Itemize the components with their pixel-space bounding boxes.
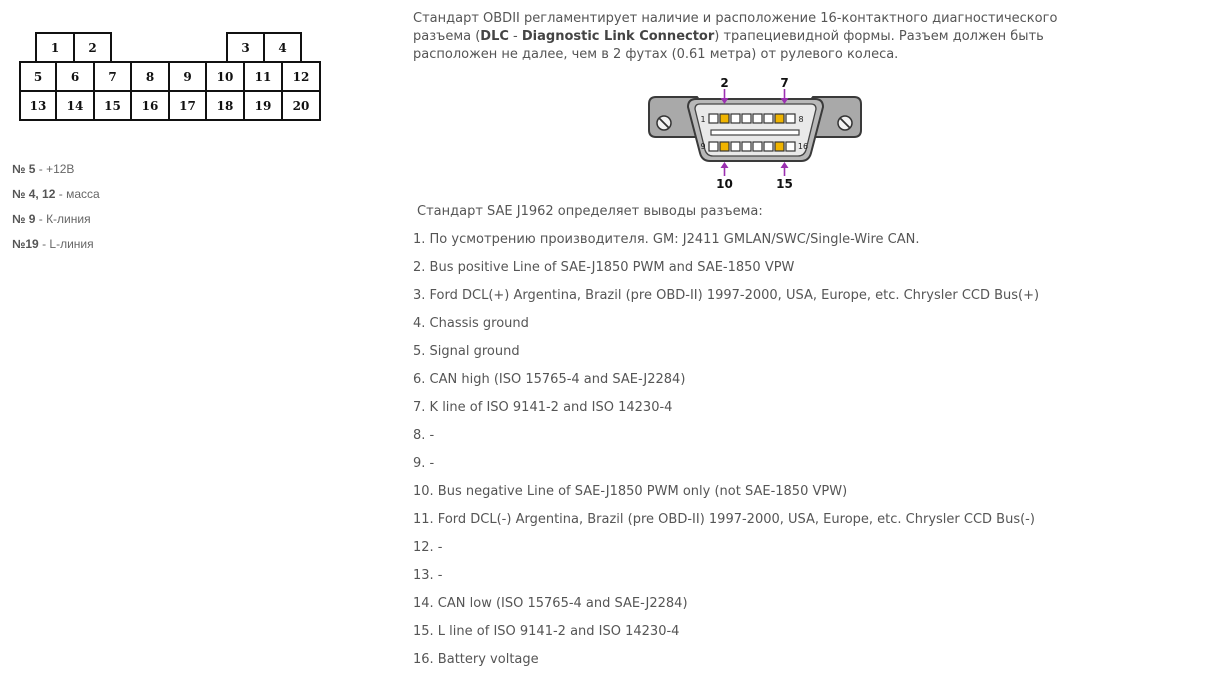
- pin-cell-3: 3: [226, 32, 265, 63]
- row-label-1: 1: [700, 115, 706, 124]
- list-item: 15. L line of ISO 9141-2 and ISO 14230-4: [413, 624, 680, 639]
- pin-cell-8: 8: [130, 61, 170, 92]
- j1962-heading: Стандарт SAE J1962 определяет выводы разъема:: [417, 204, 763, 219]
- pin-cell-14: 14: [55, 90, 95, 121]
- list-item: 12. -: [413, 540, 443, 555]
- pin-cell-20: 20: [281, 90, 321, 121]
- pin-cell-7: 7: [93, 61, 132, 92]
- pin-cell-18: 18: [205, 90, 245, 121]
- list-item: 1. По усмотрению производителя. GM: J2411 GMLAN/SWC/Single-Wire CAN.: [413, 232, 920, 247]
- row-label-8: 8: [798, 115, 804, 124]
- screw-icon: [657, 116, 671, 130]
- callout-pin-2: 2: [720, 76, 729, 90]
- list-item: 13. -: [413, 568, 443, 583]
- list-item: 16. Battery voltage: [413, 652, 539, 667]
- callout-pin-10: 10: [716, 177, 733, 191]
- connector-pin-table: [19, 32, 323, 121]
- list-item: 4. Chassis ground: [413, 316, 529, 331]
- row-label-9: 9: [700, 142, 706, 151]
- list-item: 8. -: [413, 428, 435, 443]
- dlc-full-name: Diagnostic Link Connector: [521, 29, 715, 44]
- pin-cell-4: 4: [263, 32, 302, 63]
- pin-cell-5: 5: [19, 61, 57, 92]
- pin-cell-13: 13: [19, 90, 57, 121]
- list-item: 2. Bus positive Line of SAE-J1850 PWM and SAE-1850 VPW: [413, 260, 795, 275]
- pin-cell-12: 12: [281, 61, 321, 92]
- pin-cell-6: 6: [55, 61, 95, 92]
- list-item: 3. Ford DCL(+) Argentina, Brazil (pre OBD-II) 1997-2000, USA, Europe, etc. Chrysler CCD Bus(+): [413, 288, 1040, 303]
- pin-cell-2: 2: [73, 32, 112, 63]
- pin-note: № 4, 12 - масса: [12, 187, 100, 201]
- screw-icon: [838, 116, 852, 130]
- pin-cell-9: 9: [168, 61, 207, 92]
- list-item: 14. CAN low (ISO 15765-4 and SAE-J2284): [413, 596, 688, 611]
- pin-cell-17: 17: [168, 90, 207, 121]
- list-item: 5. Signal ground: [413, 344, 520, 359]
- list-item: 11. Ford DCL(-) Argentina, Brazil (pre OBD-II) 1997-2000, USA, Europe, etc. Chrysler CCD Bus(-): [413, 512, 1035, 527]
- arrow-up-icon: [721, 162, 729, 176]
- pin-note: № 9 - К-линия: [12, 212, 91, 226]
- pin-cell-1: 1: [35, 32, 75, 63]
- pin-cell-10: 10: [205, 61, 245, 92]
- j1962-pin-list: [413, 231, 1213, 679]
- list-item: 7. K line of ISO 9141-2 and ISO 14230-4: [413, 400, 673, 415]
- list-item: 9. -: [413, 456, 435, 471]
- obd2-connector-diagram: [645, 74, 865, 192]
- row-label-16: 16: [797, 142, 809, 151]
- list-item: 6. CAN high (ISO 15765-4 and SAE-J2284): [413, 372, 686, 387]
- callout-pin-7: 7: [780, 76, 789, 90]
- callout-pin-15: 15: [776, 177, 793, 191]
- pin-cell-11: 11: [243, 61, 283, 92]
- pin-cell-16: 16: [130, 90, 170, 121]
- arrow-up-icon: [781, 162, 789, 176]
- obd-intro-paragraph: Стандарт OBDII регламентирует наличие и расположение 16-контактного диагностического разъема (DLC - Diagnostic Link Connector) трапециевидной формы. Разъем должен быть расположен не далее, чем в 2 футах (0.61 метра) от рулевого колеса.: [413, 11, 1058, 62]
- pin-note: № 5 - +12В: [12, 162, 75, 176]
- pin-cell-15: 15: [93, 90, 132, 121]
- pin-notes-list: [12, 160, 312, 260]
- list-item: 10. Bus negative Line of SAE-J1850 PWM only (not SAE-1850 VPW): [413, 484, 848, 499]
- pin-note: №19 - L-линия: [12, 237, 94, 251]
- dlc-abbr: DLC: [480, 29, 509, 44]
- pin-cell-19: 19: [243, 90, 283, 121]
